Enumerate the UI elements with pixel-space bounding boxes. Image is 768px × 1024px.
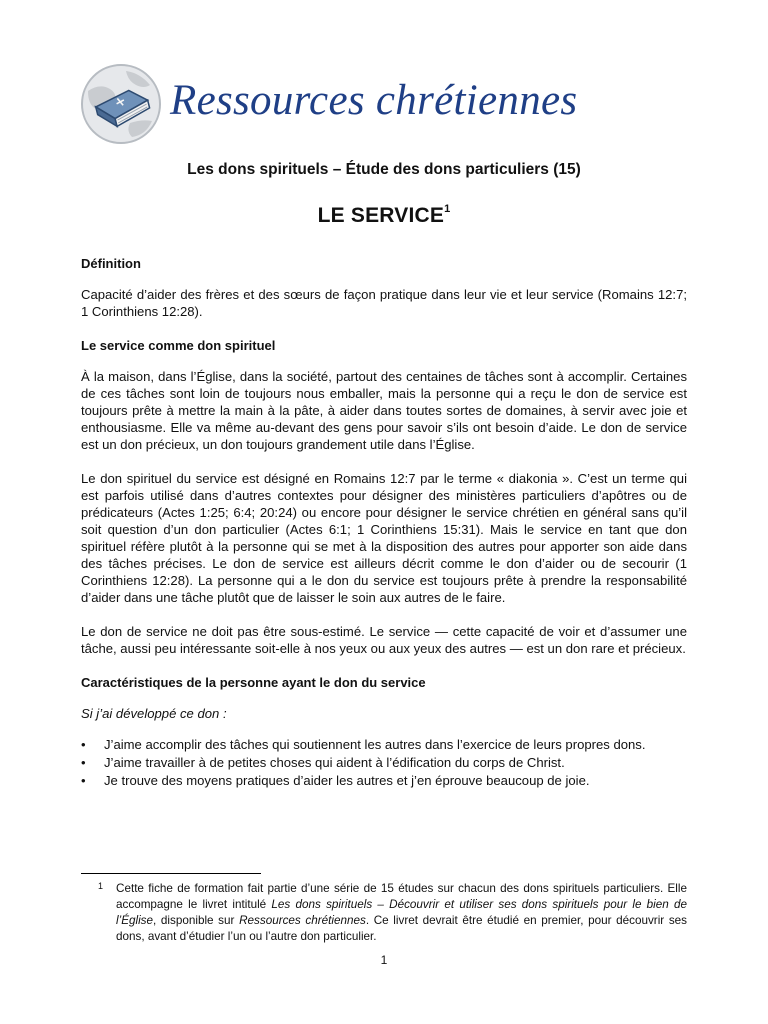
footnote-text-part: Cette fiche de formation fait partie d’une série de 15 études sur chacun des dons spirituels particuliers. Elle accompagne le livret intitulé <box>116 882 687 911</box>
body-paragraph: Le don de service ne doit pas être sous-estimé. Le service — cette capacité de voir et d’assumer une tâche, aussi peu intéressante soit-elle à nos yeux ou aux yeux des autres — est un don rare et précieux. <box>81 624 687 656</box>
definition-heading: Définition <box>81 256 141 271</box>
list-item-text: Je trouve des moyens pratiques d’aider les autres et j’en éprouve beaucoup de joie. <box>104 773 590 788</box>
footnote-reference: 1 <box>444 203 451 215</box>
document-subtitle: Les dons spirituels – Étude des dons particuliers (15) <box>187 161 581 178</box>
characteristics-list <box>81 736 687 789</box>
globe-with-bible-icon <box>80 63 162 145</box>
list-item-text: J’aime accomplir des tâches qui soutiennent les autres dans l’exercice de leurs propres dons. <box>104 737 646 752</box>
list-item <box>81 772 687 789</box>
footnote <box>81 881 687 945</box>
title-text: LE SERVICE <box>317 204 445 227</box>
brand-name: Ressources chrétiennes <box>170 76 578 124</box>
spiritual-gift-heading: Le service comme don spirituel <box>81 338 276 353</box>
footnote-text-part: . Ce livret devrait être étudié en premier, pour découvrir ses dons, avant d’étudier l’un ou l’autre don particulier. <box>116 914 688 943</box>
footnote-divider <box>81 873 261 874</box>
footnote-number: 1 <box>98 881 104 891</box>
list-item-text: J’aime travailler à de petites choses qui aident à l’édification du corps de Christ. <box>104 755 565 770</box>
footnote-site-name: Ressources chrétiennes <box>239 914 366 927</box>
bullet-icon: • <box>81 737 86 752</box>
bullet-icon: • <box>81 755 86 770</box>
header-logo <box>80 62 577 146</box>
footnote-text-part: , disponible sur <box>153 914 240 927</box>
body-paragraph: Le don spirituel du service est désigné en Romains 12:7 par le terme « diakonia ». C’est un terme qui est parfois utilisé dans d’autres contextes pour désigner des ministères particuliers d’apôtres ou de prédicateurs (Actes 1:25; 6:4; 20:24) ou encore pour désigner le service chrétien en général sans qu’il soit question d’un don particulier (Actes 6:1; 1 Corinthiens 15:31). Mais le service en tant que don spirituel réfère plutôt à la personne qui se met à la disposition des autres pour apporter son aide dans des tâches précises. Le don de service est ailleurs décrit comme le don d’aider ou de secourir (1 Corinthiens 12:28). La personne qui a le don du service est toujours prête à prendre la responsabilité d’aider dans une tâche plutôt que de laisser le soin aux autres de le faire. <box>81 471 687 605</box>
document-body <box>81 255 687 790</box>
bullet-icon: • <box>81 773 86 788</box>
document-title <box>0 204 768 228</box>
page-number: 1 <box>380 953 388 967</box>
characteristics-heading: Caractéristiques de la personne ayant le don du service <box>81 675 426 690</box>
definition-text: Capacité d’aider des frères et des sœurs de façon pratique dans leur vie et leur service (Romains 12:7; 1 Corinthiens 12:28). <box>81 287 687 319</box>
characteristics-intro: Si j’ai développé ce don : <box>81 706 227 721</box>
footnote-book-title: Les dons spirituels – Découvrir et utiliser ses dons spirituels pour le bien de l’Église <box>116 898 687 927</box>
list-item <box>81 736 687 753</box>
footnote-text <box>116 881 687 945</box>
list-item <box>81 754 687 771</box>
body-paragraph: À la maison, dans l’Église, dans la société, partout des centaines de tâches sont à accomplir. Certaines de ces tâches sont loin de toujours nous emballer, mais la personne qui a reçu le don de service est toujours prête à mettre la main à la pâte, à aider dans toutes sortes de domaines, à servir avec joie et enthousiasme. Elle va même au-devant des gens pour savoir s’ils ont besoin d’aide. Le don de service est un don précieux, un don toujours grandement utile dans l’Église. <box>81 369 687 452</box>
